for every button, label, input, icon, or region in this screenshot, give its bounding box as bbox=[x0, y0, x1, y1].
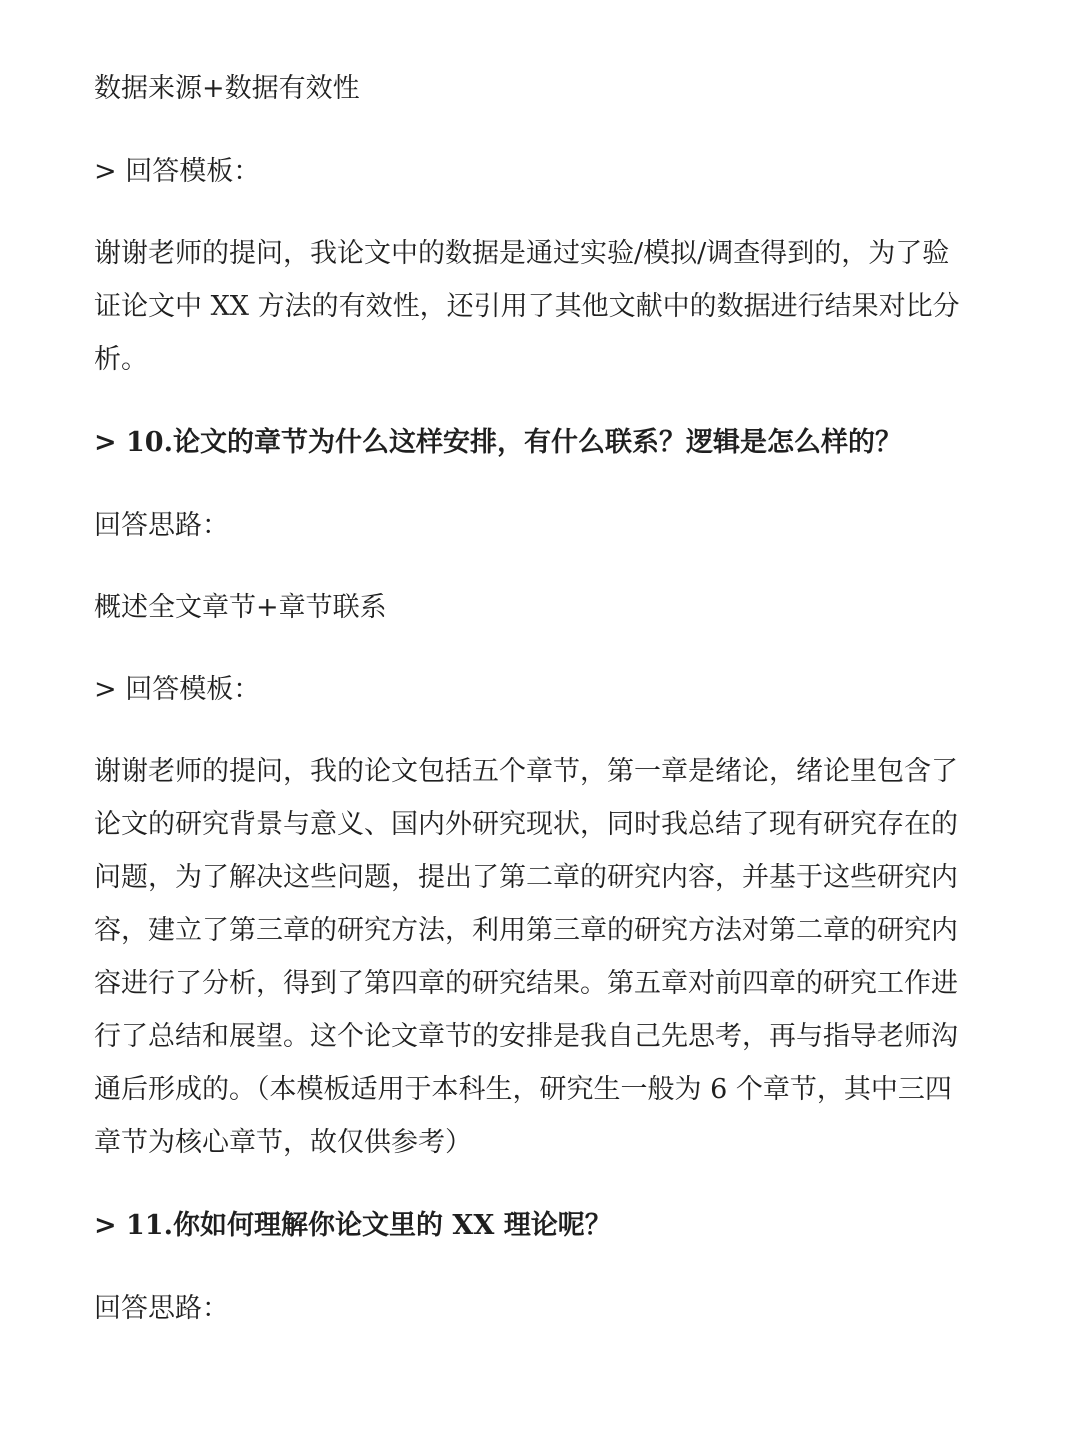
answer-paragraph-line: 通后形成的。（本模板适用于本科生，研究生一般为 6 个章节，其中三四 bbox=[94, 1074, 952, 1105]
answer-template-label: > 回答模板： bbox=[94, 674, 261, 705]
question-10-heading: > 10.论文的章节为什么这样安排，有什么联系？逻辑是怎么样的？ bbox=[94, 427, 902, 458]
answer-paragraph-line: 问题，为了解决这些问题，提出了第二章的研究内容，并基于这些研究内 bbox=[94, 862, 958, 893]
answer-paragraph-line: 谢谢老师的提问，我论文中的数据是通过实验/模拟/调查得到的，为了验 bbox=[94, 238, 950, 269]
answer-paragraph-line: 容，建立了第三章的研究方法，利用第三章的研究方法对第二章的研究内 bbox=[94, 915, 958, 946]
chapter-summary-line: 概述全文章节+章节联系 bbox=[94, 592, 387, 623]
answer-paragraph-line: 章节为核心章节，故仅供参考） bbox=[94, 1127, 472, 1158]
answer-paragraph-line: 谢谢老师的提问，我的论文包括五个章节，第一章是绪论，绪论里包含了 bbox=[94, 756, 958, 787]
answer-paragraph-line: 论文的研究背景与意义、国内外研究现状，同时我总结了现有研究存在的 bbox=[94, 809, 958, 840]
answer-paragraph-line: 析。 bbox=[94, 344, 148, 375]
answer-paragraph-line: 行了总结和展望。这个论文章节的安排是我自己先思考，再与指导老师沟 bbox=[94, 1021, 958, 1052]
answer-paragraph-line: 容进行了分析，得到了第四章的研究结果。第五章对前四章的研究工作进 bbox=[94, 968, 958, 999]
answer-template-label: > 回答模板： bbox=[94, 156, 261, 187]
data-source-summary: 数据来源+数据有效性 bbox=[94, 73, 360, 104]
answer-paragraph-line: 证论文中 XX 方法的有效性，还引用了其他文献中的数据进行结果对比分 bbox=[94, 291, 960, 322]
answer-idea-label: 回答思路： bbox=[94, 510, 229, 541]
answer-idea-label: 回答思路： bbox=[94, 1293, 229, 1324]
question-11-heading: > 11.你如何理解你论文里的 XX 理论呢？ bbox=[94, 1210, 612, 1241]
